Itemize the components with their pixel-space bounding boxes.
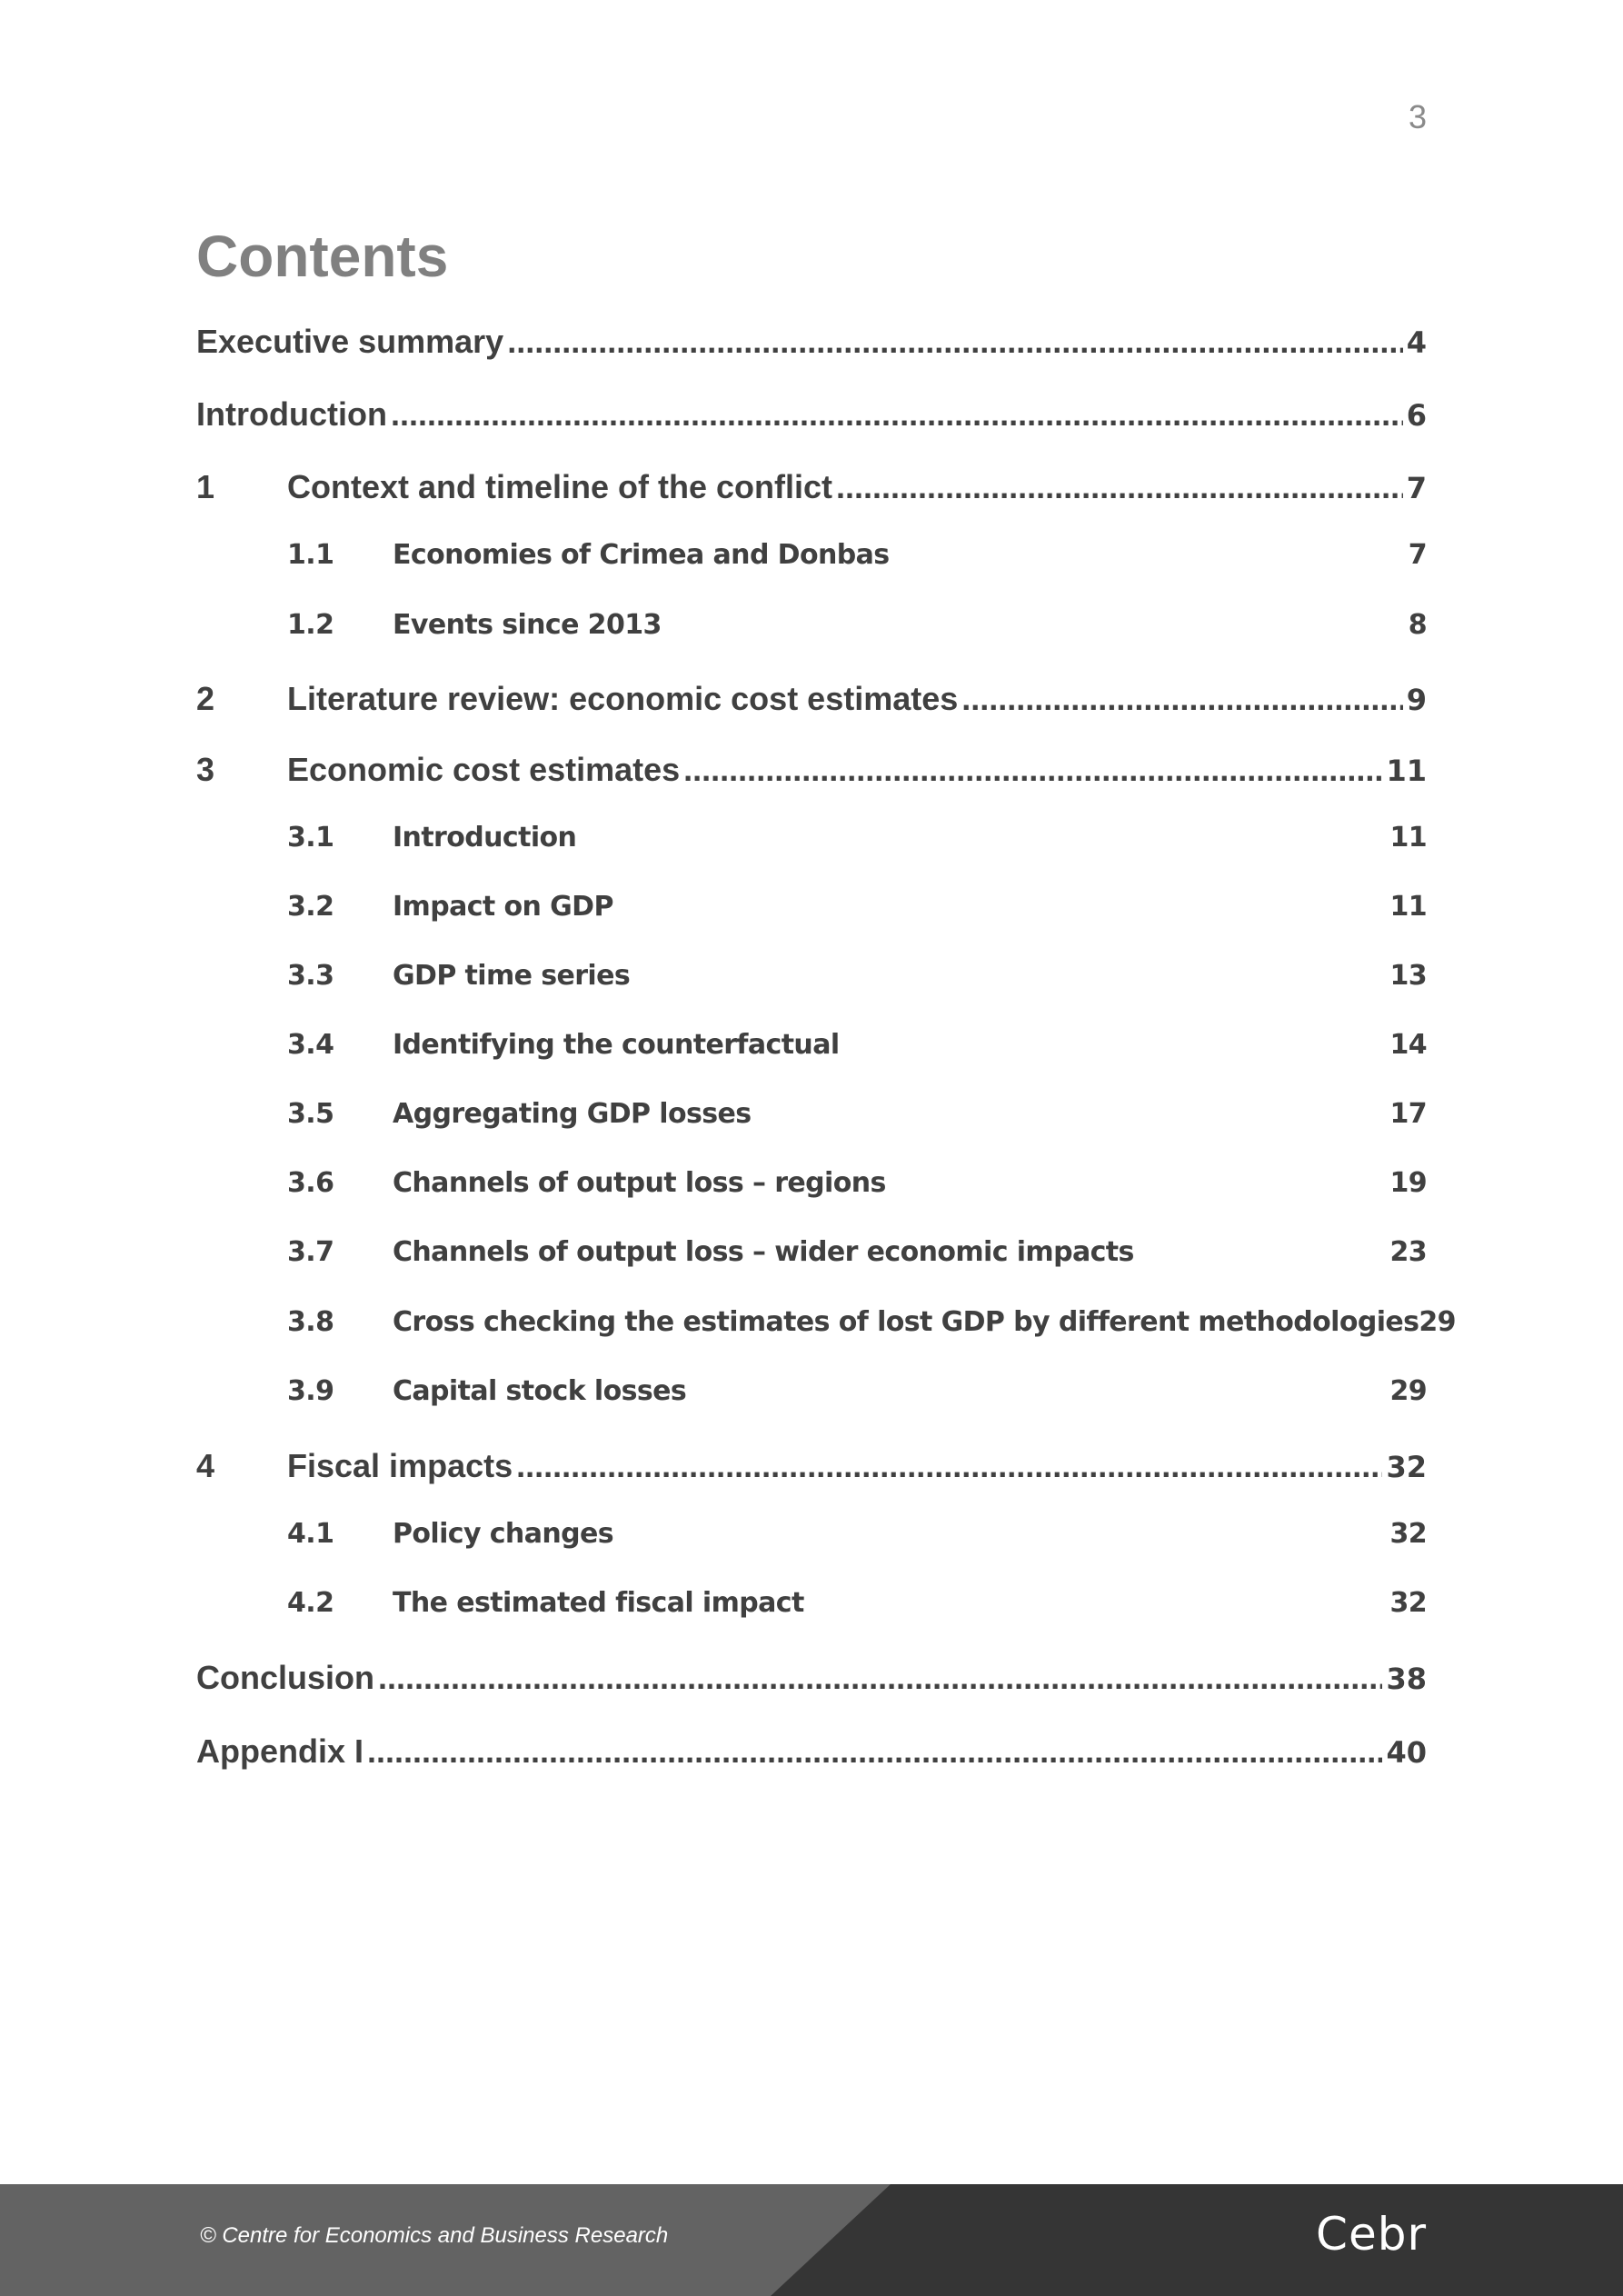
toc-entry-label: Capital stock losses — [393, 1375, 687, 1407]
toc-entry[interactable] — [196, 323, 1427, 361]
toc-subentry[interactable] — [196, 539, 1427, 571]
toc-entry[interactable] — [196, 395, 1427, 434]
toc-entry-number: 1.2 — [287, 609, 334, 641]
toc-entry-page: 23 — [1389, 1236, 1427, 1268]
toc-entry-label: Conclusion — [196, 1659, 374, 1696]
toc-entry-label: Aggregating GDP losses — [393, 1098, 752, 1130]
toc-subentry[interactable] — [196, 960, 1427, 992]
toc-entry-label: Economic cost estimates — [287, 751, 681, 788]
toc-entry-page: 32 — [1389, 1587, 1427, 1619]
toc-entry-page: 14 — [1389, 1029, 1427, 1061]
dot-leader — [367, 1732, 1382, 1771]
toc-entry-number: 4.2 — [287, 1587, 334, 1619]
toc-entry-number: 3.8 — [287, 1306, 334, 1338]
toc-entry-page: 32 — [1386, 1450, 1427, 1484]
toc-entry-page: 38 — [1386, 1662, 1427, 1696]
toc-entry[interactable] — [196, 751, 1427, 789]
toc-entry-label: Identifying the counterfactual — [393, 1029, 840, 1061]
toc-entry-label: Impact on GDP — [393, 891, 613, 923]
dot-leader — [683, 751, 1382, 789]
toc-entry-number: 1.1 — [287, 539, 334, 571]
toc-entry-page: 11 — [1386, 754, 1427, 788]
toc-entry-page: 11 — [1389, 891, 1427, 923]
toc-entry-number: 3 — [196, 751, 215, 788]
toc-entry-page: 9 — [1406, 683, 1427, 717]
page-number: 3 — [1408, 98, 1427, 135]
toc-entry-label: Economies of Crimea and Donbas — [393, 539, 890, 571]
toc-entry-label: Events since 2013 — [393, 609, 662, 641]
toc-entry-number: 3.4 — [287, 1029, 334, 1061]
toc-entry-label: Policy changes — [393, 1518, 613, 1550]
toc-subentry[interactable] — [196, 1587, 1427, 1619]
toc-entry-number: 4 — [196, 1447, 215, 1484]
toc-subentry[interactable] — [196, 1167, 1427, 1199]
toc-entry-page: 32 — [1389, 1518, 1427, 1550]
toc-entry-label: Literature review: economic cost estimates — [287, 680, 959, 717]
toc-entry-label: Executive summary — [196, 323, 504, 360]
toc-entry-page: 4 — [1406, 325, 1427, 360]
toc-entry-page: 7 — [1406, 471, 1427, 505]
toc-entry[interactable] — [196, 1732, 1427, 1771]
toc-entry[interactable] — [196, 468, 1427, 506]
toc-entry-label: GDP time series — [393, 960, 631, 992]
toc-entry-number: 4.1 — [287, 1518, 334, 1550]
toc-entry-number: 3.7 — [287, 1236, 334, 1268]
dot-leader — [516, 1447, 1382, 1485]
toc-entry-number: 3.1 — [287, 822, 334, 854]
toc-entry[interactable] — [196, 1447, 1427, 1485]
toc-entry-number: 3.3 — [287, 960, 334, 992]
toc-entry-label: The estimated fiscal impact — [393, 1587, 804, 1619]
toc-entry-label: Appendix I — [196, 1732, 364, 1770]
page-footer — [0, 2184, 1623, 2296]
toc-subentry[interactable] — [196, 891, 1427, 923]
toc-entry-number: 2 — [196, 680, 215, 717]
toc-entry[interactable] — [196, 680, 1427, 718]
toc-subentry[interactable] — [196, 1518, 1427, 1550]
footer-copyright: © Centre for Economics and Business Research — [200, 2223, 669, 2248]
toc-entry-page: 7 — [1408, 539, 1427, 571]
toc-entry-label: Introduction — [196, 395, 387, 433]
toc-subentry[interactable] — [196, 609, 1427, 641]
dot-leader — [378, 1659, 1382, 1697]
toc-entry-label: Context and timeline of the conflict — [287, 468, 833, 505]
toc-entry-label: Channels of output loss – regions — [393, 1167, 886, 1199]
toc-subentry[interactable] — [196, 822, 1427, 854]
toc-entry-page: 13 — [1389, 960, 1427, 992]
toc-subentry[interactable] — [196, 1375, 1427, 1407]
dot-leader — [507, 323, 1403, 361]
toc-entry-page: 40 — [1386, 1735, 1427, 1770]
toc-entry-number: 3.6 — [287, 1167, 334, 1199]
toc-entry-label: Introduction — [393, 822, 577, 854]
toc-entry-page: 11 — [1389, 822, 1427, 854]
toc-entry-number: 3.5 — [287, 1098, 334, 1130]
toc-entry-page: 29 — [1389, 1375, 1427, 1407]
toc-entry-page: 17 — [1389, 1098, 1427, 1130]
toc-subentry[interactable] — [196, 1236, 1427, 1268]
toc-entry-number: 1 — [196, 468, 215, 505]
toc-subentry[interactable] — [196, 1098, 1427, 1130]
toc-entry[interactable] — [196, 1659, 1427, 1697]
dot-leader — [836, 468, 1403, 506]
toc-entry-label: Cross checking the estimates of lost GDP by different methodologies — [393, 1306, 1419, 1338]
dot-leader — [961, 680, 1402, 718]
toc-entry-page: 19 — [1389, 1167, 1427, 1199]
toc-entry-page: 29 — [1419, 1306, 1456, 1338]
dot-leader — [391, 395, 1403, 434]
toc-entry-number: 3.9 — [287, 1375, 334, 1407]
page-title: Contents — [196, 224, 449, 289]
cebr-logo: Cebr — [1316, 2208, 1427, 2261]
toc-entry-number: 3.2 — [287, 891, 334, 923]
toc-entry-label: Channels of output loss – wider economic impacts — [393, 1236, 1134, 1268]
toc-subentry[interactable] — [196, 1029, 1427, 1061]
toc-entry-page: 8 — [1408, 609, 1427, 641]
toc-entry-page: 6 — [1406, 398, 1427, 433]
toc-subentry[interactable] — [196, 1306, 1456, 1338]
toc-entry-label: Fiscal impacts — [287, 1447, 513, 1484]
